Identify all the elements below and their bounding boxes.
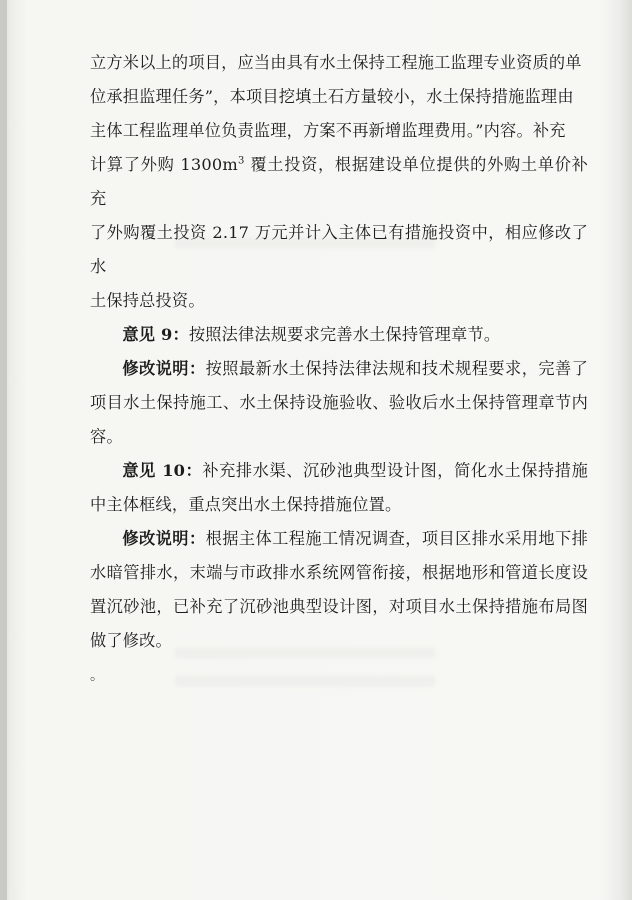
opinion-label: 意见 9： xyxy=(122,325,189,344)
trailing-mark: 。 xyxy=(90,668,104,684)
explanation-label: 修改说明： xyxy=(122,359,206,378)
explanation-10 xyxy=(90,522,588,658)
explanation-text: 根据主体工程施工情况调查，项目区排水采用地下排水暗管排水，末端与市政排水系统网管衔接，根据地形和管道长度设置沉砂池，已补充了沉砂池典型设计图，对项目水土保持措施布局图做了修改。 xyxy=(90,529,588,650)
text-line: 主体工程监理单位负责监理，方案不再新增监理费用。”内容。补充 xyxy=(90,121,566,140)
explanation-text: 按照最新水土保持法律法规和技术规程要求，完善了项目水土保持施工、水土保持设施验收、验收后水土保持管理章节内容。 xyxy=(90,359,588,446)
binding-edge xyxy=(0,0,7,900)
text-line: 计算了外购 1300m xyxy=(90,155,238,174)
document-body xyxy=(90,46,588,658)
explanation-label: 修改说明： xyxy=(122,529,206,548)
paragraph-continuation xyxy=(90,46,588,318)
opinion-label: 意见 10： xyxy=(122,461,203,480)
explanation-9 xyxy=(90,352,588,454)
text-line: 立方米以上的项目，应当由具有水土保持工程施工监理专业资质的单 xyxy=(90,53,582,72)
opinion-text: 按照法律法规要求完善水土保持管理章节。 xyxy=(188,325,501,344)
opinion-9 xyxy=(90,318,588,352)
text-line: 土保持总投资。 xyxy=(90,291,205,310)
text-line: 了外购覆土投资 2.17 万元并计入主体已有措施投资中，相应修改了水 xyxy=(90,223,588,276)
opinion-text: 补充排水渠、沉砂池典型设计图，简化水土保持措施中主体框线，重点突出水土保持措施位置。 xyxy=(90,461,588,514)
superscript: 3 xyxy=(237,155,245,167)
text-line: 覆土投资，根据建设单位提供的外购土单价补充 xyxy=(90,155,588,208)
bleed-through-shadow xyxy=(175,676,435,686)
text-line: 位承担监理任务”，本项目挖填土石方量较小，水土保持措施监理由 xyxy=(90,87,574,106)
opinion-10 xyxy=(90,454,588,522)
